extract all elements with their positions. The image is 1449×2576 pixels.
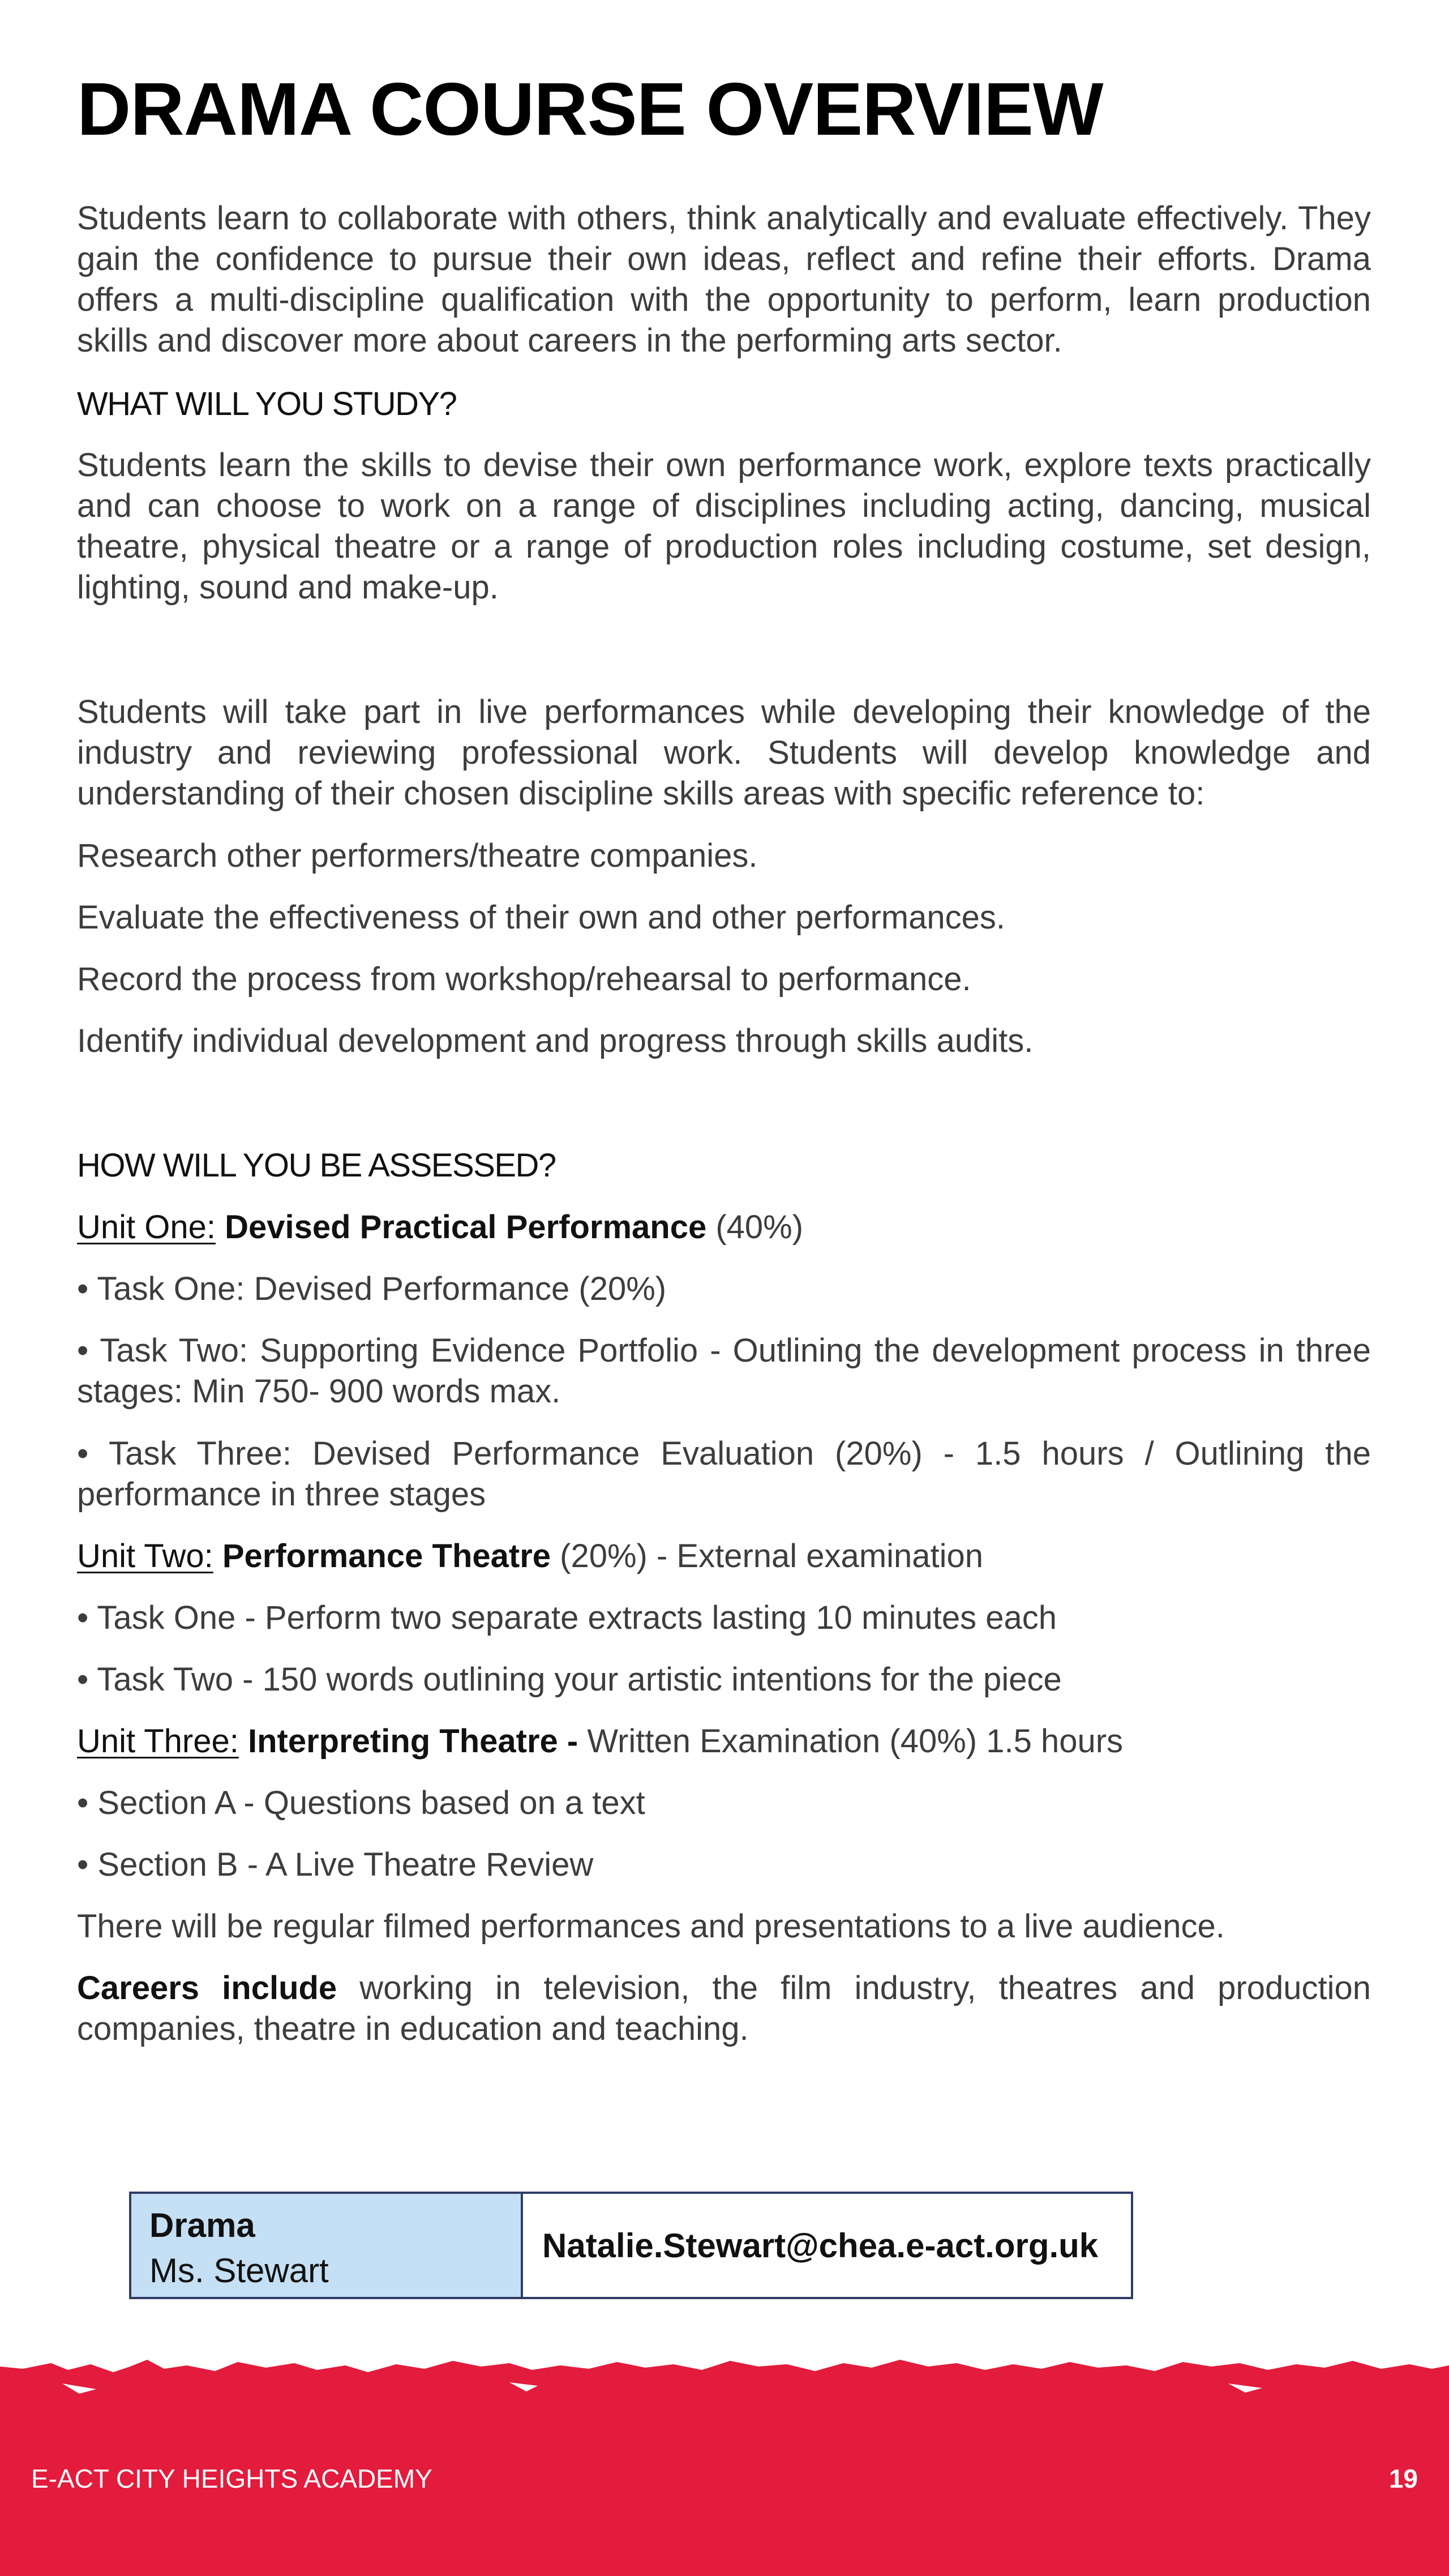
contact-subject: Drama [149,2206,255,2244]
unit-two-task-2 [77,1659,1371,1700]
careers-block [77,1968,1371,2049]
list-item: • Section B - A Live Theatre Review [77,1846,594,1883]
contact-email[interactable]: Natalie.Stewart@chea.e-act.org.uk [542,2226,1099,2265]
study-heading: WHAT WILL YOU STUDY? [77,386,457,422]
study-paragraph-1: Students learn the skills to devise their own performance work, explore texts practically and can choose to work on a range of disciplines including acting, dancing, musical theatre, physical theatre or a range of production roles including costume, set design, lighting, sound and make-up. [77,447,1371,606]
list-item: • Section A - Questions based on a text [77,1785,645,1821]
list-item: Evaluate the effectiveness of their own and other performances. [77,899,1006,936]
contact-email-cell [523,2194,1131,2297]
study-point-3 [77,959,1371,1000]
study-heading-block [77,384,1371,425]
page-title: DRAMA COURSE OVERVIEW [77,67,1103,151]
unit-one-name: Devised Practical Performance [216,1209,707,1246]
contact-table [129,2192,1133,2299]
unit-three-detail: Written Examination (40%) 1.5 hours [578,1723,1124,1760]
contact-teacher: Ms. Stewart [149,2252,329,2290]
assessment-heading-block [77,1145,1371,1186]
unit-one-task-1 [77,1269,1371,1310]
study-point-1 [77,836,1371,876]
list-item: • Task Two: Supporting Evidence Portfolio - Outlining the development process in three stages: Min 750- 900 words max. [77,1332,1371,1410]
unit-three-heading [77,1721,1371,1762]
unit-one-heading [77,1207,1371,1248]
unit-two-heading [77,1536,1371,1577]
unit-one-task-3 [77,1434,1371,1515]
careers-label: Careers include [77,1970,337,2006]
unit-three-label: Unit Three: [77,1723,239,1760]
unit-three-name: Interpreting Theatre - [238,1723,578,1760]
unit-three-section-a [77,1783,1371,1824]
filmed-note-block [77,1906,1371,1947]
list-item: • Task Two - 150 words outlining your artistic intentions for the piece [77,1661,1062,1698]
unit-three-section-b [77,1845,1371,1885]
list-item: Record the process from workshop/rehearsal to performance. [77,961,971,998]
list-item: • Task One - Perform two separate extracts lasting 10 minutes each [77,1599,1057,1636]
list-item: Research other performers/theatre companies. [77,837,758,874]
study-para1-block [77,445,1371,608]
study-point-4 [77,1021,1371,1062]
assessment-heading: HOW WILL YOU BE ASSESSED? [77,1147,556,1184]
intro-section [77,198,1371,361]
list-item: • Task Three: Devised Performance Evaluation (20%) - 1.5 hours / Outlining the performance in three stages [77,1435,1371,1513]
unit-two-task-1 [77,1598,1371,1638]
study-para2-block [77,692,1371,814]
study-point-2 [77,897,1371,938]
unit-two-label: Unit Two: [77,1538,213,1574]
careers-text: working in television, the film industry, theatres and production companies, theatre in education and teaching. [77,1970,1371,2047]
unit-two-name: Performance Theatre [213,1538,551,1574]
footer-school-name: E-ACT CITY HEIGHTS ACADEMY [31,2464,432,2493]
careers-paragraph [77,1968,1371,2049]
contact-subject-cell [131,2194,523,2297]
unit-one-detail: (40%) [706,1209,804,1246]
unit-one-task-2 [77,1330,1371,1412]
unit-one-label: Unit One: [77,1209,216,1246]
list-item: Identify individual development and progress through skills audits. [77,1022,1034,1059]
intro-paragraph: Students learn to collaborate with others, think analytically and evaluate effectively. They gain the confidence to pursue their own ideas, reflect and refine their efforts. Drama offers a multi-discipline qualification with the opportunity to perform, learn production skills and discover more about careers in the performing arts sector. [77,200,1371,359]
list-item: • Task One: Devised Performance (20%) [77,1270,667,1307]
study-paragraph-2: Students will take part in live performances while developing their knowledge of the industry and reviewing professional work. Students will develop knowledge and understanding of their chosen discipline skills areas with specific reference to: [77,694,1371,812]
filmed-note: There will be regular filmed performances and presentations to a live audience. [77,1908,1225,1945]
unit-two-detail: (20%) - External examination [551,1538,984,1574]
footer-page-number: 19 [1388,2464,1418,2493]
